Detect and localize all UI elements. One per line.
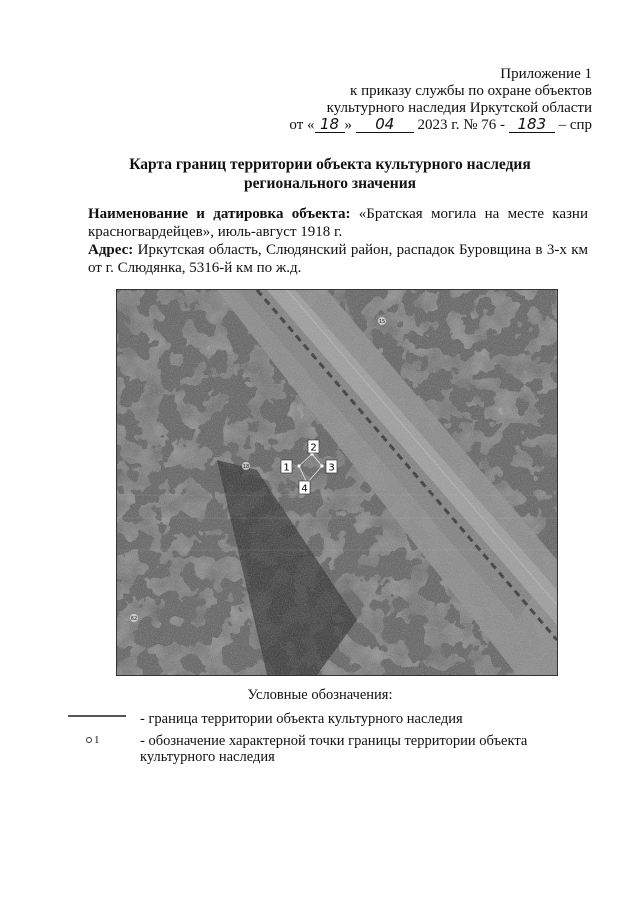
appendix-header [262,66,592,134]
boundary-point-marker [320,464,323,467]
point-circle-icon [86,737,92,743]
title-line-2: регионального значения [243,175,417,192]
object-name-label: Наименование и датировка объекта: [88,206,351,222]
parcel-label-62: 62 [130,616,138,622]
agency-line: культурного наследия Иркутской области [326,100,592,116]
order-line: к приказу службы по охране объектов [350,83,592,99]
object-name-paragraph [88,205,588,241]
handwritten-day: 18 [315,117,345,133]
object-address-paragraph [88,241,588,277]
point-label-1: 1 [283,462,290,474]
order-date-line [262,117,592,134]
handwritten-month: 04 [356,117,414,133]
year-number: 2023 г. № 76 - [417,117,506,133]
point-symbol [86,734,100,746]
document-title [60,155,600,193]
parcel-label-18: 18 [242,464,250,470]
satellite-map [116,289,558,676]
address-value: Иркутская область, Слюдянский район, распадок Буровщина в 3-х км от г. Слюдянка, 5316-й км по ж.д. [88,242,589,276]
handwritten-number: 183 [509,117,555,133]
order-suffix: – спр [558,117,592,133]
legend-boundary-text: - граница территории объекта культурного наследия [140,711,463,727]
legend-title: Условные обозначения: [247,687,393,703]
legend-point-text: - обозначение характерной точки границы территории объекта культурного наследия [140,733,528,765]
boundary-point-marker [297,464,300,467]
point-label-3: 3 [328,462,335,474]
parcel-label-15: 15 [378,319,386,325]
address-label: Адрес: [88,242,134,258]
appendix-line: Приложение 1 [500,66,592,82]
object-name-value: «Братская могила на месте казни красногвардейцев», июль-август 1918 г. [88,206,588,240]
title-line-1: Карта границ территории объекта культурного наследия [129,156,531,173]
map-grain [117,290,557,675]
point-symbol-number: 1 [94,734,100,746]
map-image [117,290,557,675]
date-prefix: от « [289,117,315,133]
date-mid: » [344,117,353,133]
point-label-2: 2 [310,442,317,454]
boundary-line-symbol [68,715,126,717]
point-label-4: 4 [301,483,308,495]
